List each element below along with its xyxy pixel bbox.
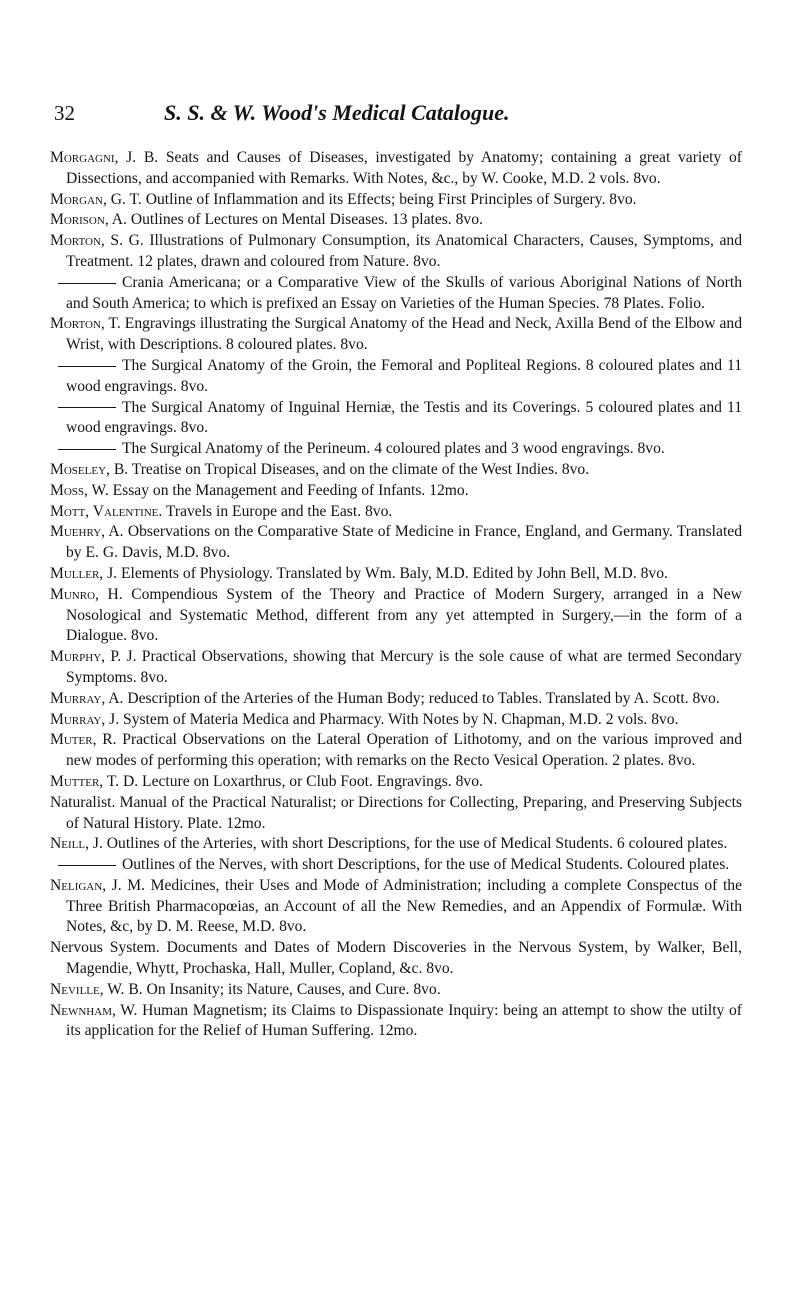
catalogue-entry bbox=[50, 356, 742, 398]
entry-text: The Surgical Anatomy of the Perineum. 4 coloured plates and 3 wood engravings. 8vo. bbox=[122, 440, 665, 458]
entry-text: Practical Observations, showing that Mercury is the sole cause of what are termed Secondary Symptoms. 8vo. bbox=[66, 648, 742, 686]
entry-text: Essay on the Management and Feeding of Infants. 12mo. bbox=[108, 481, 469, 499]
entry-author: Munro, H. bbox=[50, 585, 123, 603]
catalogue-entries bbox=[50, 148, 742, 1042]
entry-text: System of Materia Medica and Pharmacy. With Notes by N. Chapman, M.D. 2 vols. 8vo. bbox=[119, 710, 679, 728]
catalogue-entry bbox=[50, 876, 742, 938]
entry-text: Outline of Inflammation and its Effects; being First Principles of Surgery. 8vo. bbox=[141, 190, 637, 208]
catalogue-entry bbox=[50, 834, 742, 855]
entry-author: Murray, J. bbox=[50, 710, 120, 728]
catalogue-entry bbox=[50, 585, 742, 647]
entry-text: Nervous System. Documents and Dates of Modern Discoveries in the Nervous System, by Walker, Bell, Magendie, Whytt, Prochaska, Hall, Muller, Copland, &c. 8vo. bbox=[50, 939, 742, 978]
entry-text: Outlines of Lectures on Mental Diseases. 13 plates. 8vo. bbox=[126, 211, 483, 229]
entry-text: Compendious System of the Theory and Practice of Modern Surgery, arranged in a New Nosological and Systematic Method, different from any yet attempted in Surgery,—in the form of a Dialogue. 8vo. bbox=[66, 585, 742, 645]
entry-author: Muter, R. bbox=[50, 731, 117, 749]
catalogue-entry bbox=[50, 730, 742, 772]
catalogue-entry bbox=[50, 938, 742, 980]
entry-author: Morton, T. bbox=[50, 315, 121, 333]
entry-text: Engravings illustrating the Surgical Anatomy of the Head and Neck, Axilla Bend of the Elbow and Wrist, with Descriptions. 8 coloured plates. 8vo. bbox=[66, 315, 742, 354]
entry-text: Medicines, their Uses and Mode of Administration; including a complete Conspectus of the Three British Pharmacopœias, an Account of all the New Remedies, and an Appendix of Formulæ. With Notes, &c, by D. M. Reese, M.D. 8vo. bbox=[66, 876, 742, 936]
catalogue-entry bbox=[50, 689, 742, 710]
entry-author: Moseley, B. bbox=[50, 460, 129, 478]
catalogue-entry bbox=[50, 314, 742, 356]
catalogue-entry bbox=[50, 231, 742, 273]
entry-text: Description of the Arteries of the Human Body; reduced to Tables. Translated by A. Scott. 8vo. bbox=[123, 689, 720, 707]
ditto-dash bbox=[58, 366, 116, 367]
entry-author: Neill, J. bbox=[50, 835, 103, 853]
entry-text: On Insanity; its Nature, Causes, and Cure. 8vo. bbox=[142, 980, 441, 998]
entry-author: Morton, S. G. bbox=[50, 232, 144, 250]
entry-text: Treatise on Tropical Diseases, and on the climate of the West Indies. 8vo. bbox=[128, 460, 590, 478]
catalogue-entry bbox=[50, 855, 742, 876]
entry-text: Naturalist. Manual of the Practical Naturalist; or Directions for Collecting, Preparing, and Preserving Subjects of Natural History. Plate. 12mo. bbox=[50, 793, 742, 832]
entry-author: Morgan, G. T. bbox=[50, 190, 142, 208]
entry-text: Observations on the Comparative State of Medicine in France, England, and Germany. Translated by E. G. Davis, M.D. 8vo. bbox=[66, 523, 742, 562]
ditto-dash bbox=[58, 865, 116, 866]
entry-text: The Surgical Anatomy of the Groin, the Femoral and Popliteal Regions. 8 coloured plates and 11 wood engravings. 8vo. bbox=[66, 356, 742, 395]
catalogue-entry bbox=[50, 210, 742, 231]
entry-text: Outlines of the Nerves, with short Descriptions, for the use of Medical Students. Coloured plates. bbox=[122, 856, 730, 874]
ditto-dash bbox=[58, 407, 116, 408]
entry-text: Lecture on Loxarthrus, or Club Foot. Engravings. 8vo. bbox=[138, 772, 483, 790]
catalogue-entry bbox=[50, 1001, 742, 1043]
page-header bbox=[50, 100, 742, 126]
entry-author: Muehry, A. bbox=[50, 523, 124, 541]
entry-text: Travels in Europe and the East. 8vo. bbox=[162, 502, 393, 520]
entry-author: Neville, W. B. bbox=[50, 980, 143, 998]
entry-text: Elements of Physiology. Translated by Wm. Baly, M.D. Edited by John Bell, M.D. 8vo. bbox=[117, 564, 668, 582]
entry-author: Morison, A. bbox=[50, 211, 127, 229]
entry-author: Mutter, T. D. bbox=[50, 772, 139, 790]
running-title: S. S. & W. Wood's Medical Catalogue. bbox=[164, 100, 510, 125]
catalogue-entry bbox=[50, 647, 742, 689]
entry-author: Mott, Valentine. bbox=[50, 502, 163, 520]
entry-author: Newnham, W. bbox=[50, 1001, 138, 1019]
entry-author: Moss, W. bbox=[50, 481, 109, 499]
catalogue-entry bbox=[50, 439, 742, 460]
entry-text: Practical Observations on the Lateral Operation of Lithotomy, and on the various improved and new modes of performing this operation; with remarks on the Recto Vesical Operation. 2 plates. 8vo. bbox=[66, 731, 742, 770]
catalogue-entry bbox=[50, 793, 742, 835]
entry-author: Murray, A. bbox=[50, 689, 124, 707]
entry-text: Illustrations of Pulmonary Consumption, its Anatomical Characters, Causes, Symptoms, and Treatment. 12 plates, drawn and coloured from Nature. 8vo. bbox=[66, 232, 743, 270]
entry-author: Murphy, P. J. bbox=[50, 648, 137, 666]
catalogue-entry bbox=[50, 398, 742, 440]
entry-author: Morgagni, J. B. bbox=[50, 149, 159, 166]
ditto-dash bbox=[58, 283, 116, 284]
catalogue-entry bbox=[50, 190, 742, 211]
catalogue-entry bbox=[50, 772, 742, 793]
catalogue-entry bbox=[50, 710, 742, 731]
entry-text: Outlines of the Arteries, with short Descriptions, for the use of Medical Students. 6 coloured plates. bbox=[102, 835, 728, 853]
catalogue-entry bbox=[50, 481, 742, 502]
ditto-dash bbox=[58, 449, 116, 450]
catalogue-entry bbox=[50, 522, 742, 564]
entry-text: The Surgical Anatomy of Inguinal Herniæ, the Testis and its Coverings. 5 coloured plates and 11 wood engravings. 8vo. bbox=[66, 398, 742, 437]
catalogue-entry bbox=[50, 980, 742, 1001]
entry-text: Crania Americana; or a Comparative View of the Skulls of various Aboriginal Nations of North and South America; to which is prefixed an Essay on Varieties of the Human Species. 78 Plates. Folio. bbox=[66, 273, 742, 312]
catalogue-entry bbox=[50, 564, 742, 585]
entry-text: Human Magnetism; its Claims to Dispassionate Inquiry: being an attempt to show the utilty of its application for the Relief of Human Suffering. 12mo. bbox=[66, 1001, 742, 1040]
entry-author: Neligan, J. M. bbox=[50, 876, 145, 894]
catalogue-entry bbox=[50, 148, 742, 190]
page-number: 32 bbox=[54, 101, 75, 125]
entry-author: Muller, J. bbox=[50, 564, 118, 582]
entry-text: Seats and Causes of Diseases, investigated by Anatomy; containing a great variety of Dissections, and accompanied with Remarks. With Notes, &c., by W. Cooke, M.D. 2 vols. 8vo. bbox=[66, 149, 742, 187]
catalogue-entry bbox=[50, 273, 742, 315]
catalogue-entry bbox=[50, 460, 742, 481]
catalogue-entry bbox=[50, 502, 742, 523]
